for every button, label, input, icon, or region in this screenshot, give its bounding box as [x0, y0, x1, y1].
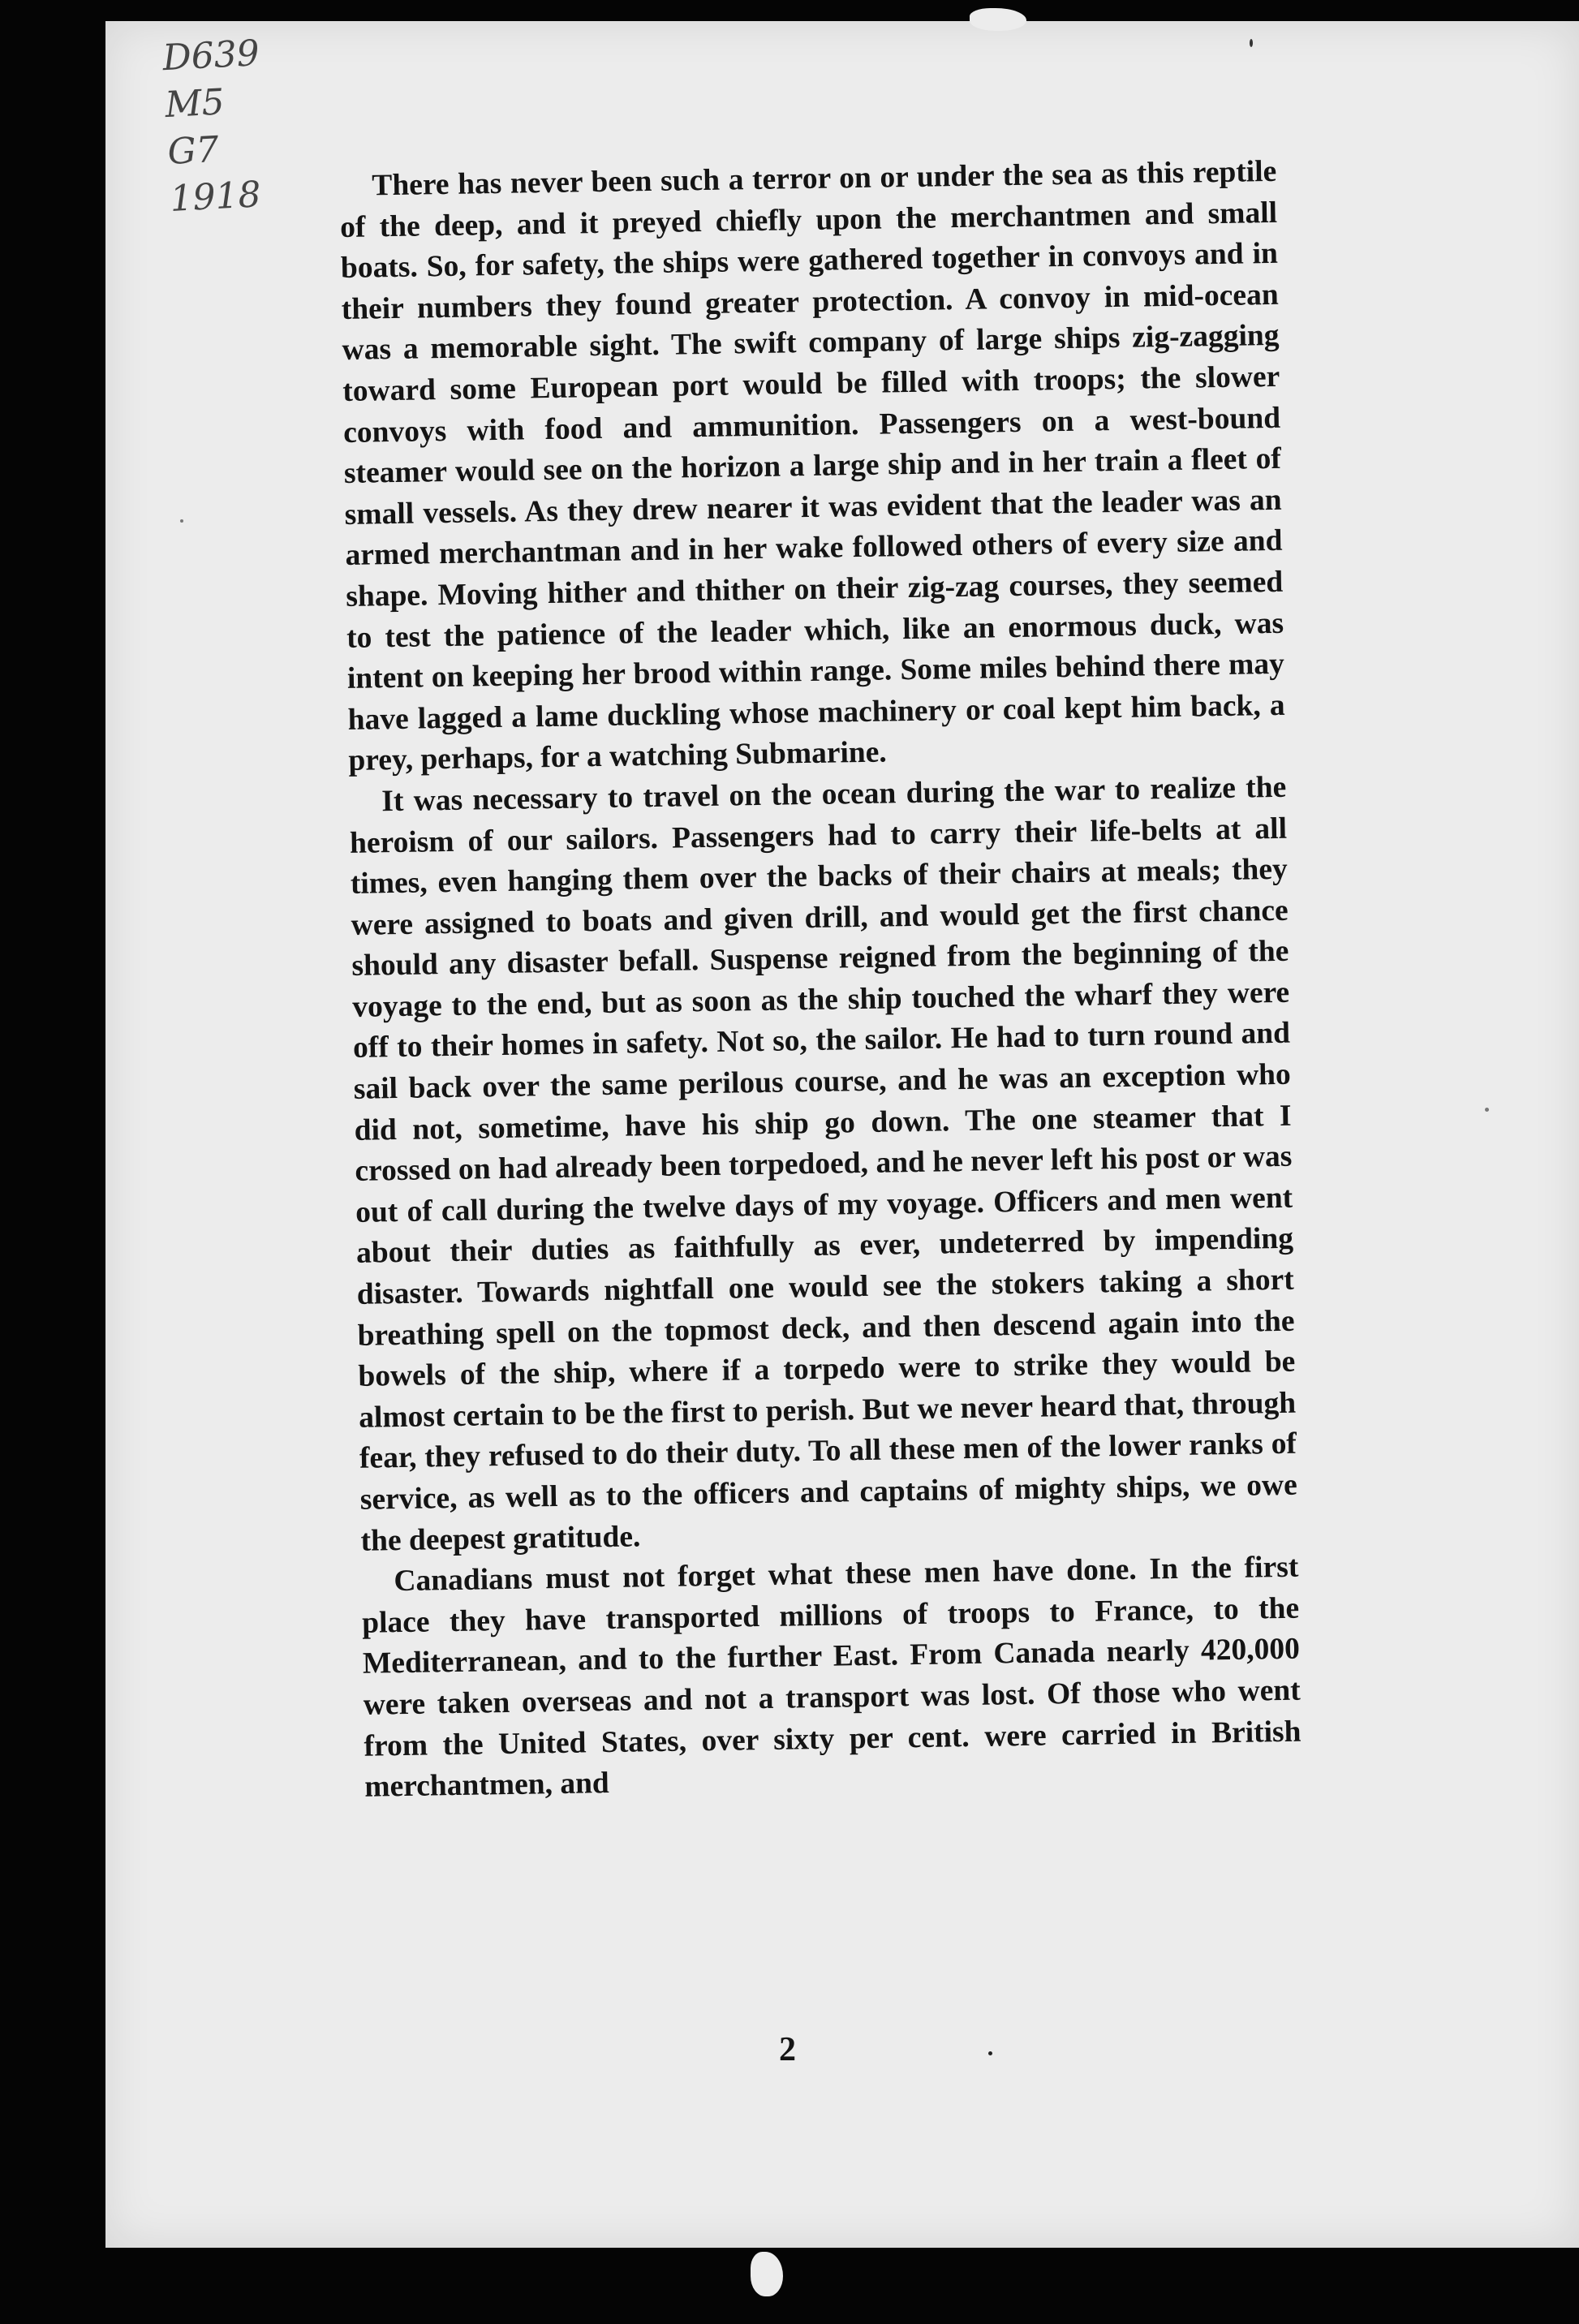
catalog-mark-year: 1918 [169, 174, 262, 220]
catalog-mark-subclass: M5 [164, 81, 226, 127]
paragraph: It was necessary to travel on the ocean during the war to realize the heroism of our sailors. Passengers had to carry their life-belts at all times, even hanging them over the backs of their chairs at meals; they were assigned to boats and given drill, and would get the first chance should any disaster befall. Suspense reigned from the beginning of the voyage to the end, but as soon as the ship touched the wharf they were off to their homes in safety. Not so, the sailor. He had to turn round and sail back over the same perilous course, and he was an exception who did not, sometime, have his ship go down. The one steamer that I crossed on had already been torpedoed, and he never left his post or was out of call during the twelve days of my voyage. Officers and men went about their duties as faithfully as ever, undeterred by impending disaster. Towards nightfall one would see the stokers taking a short breathing spell on the topmost deck, and then descend again into the bowels of the ship, where if a torpedo were to strike they would be almost certain to be the first to perish. But we never heard that, through fear, they refused to do their duty. To all these men of the lower ranks of service, as well as to the officers and captains of mighty ships, we owe the deepest gratitude. [349, 770, 1297, 1558]
dust-speck [180, 519, 183, 523]
body-text [339, 152, 1302, 1809]
scan-blemish-top [970, 8, 1026, 31]
catalog-marks [161, 30, 268, 223]
catalog-mark-cutter: G7 [166, 128, 220, 174]
page-number: 2 [779, 2031, 796, 2068]
paragraph: Canadians must not forget what these men have done. In the first place they have transported millions of troops to France, to the Mediterranean, and to the further East. From Canada nearly 420,000 were taken overseas and not a transport was lost. Of those who went from the United States, over sixty per cent. were carried in British merchantmen, and [361, 1550, 1301, 1804]
catalog-mark-class: D639 [161, 32, 260, 80]
dust-speck [988, 2051, 992, 2055]
dust-speck [1250, 39, 1253, 47]
paragraph: There has never been such a terror on or under the sea as this reptile of the deep, and it preyed chiefly upon the merchantmen and small boats. So, for safety, the ships were gathered together in convoys and in their numbers they found greater protection. A convoy in mid-ocean was a memorable sight. The swift company of large ships zig-zagging toward some European port would be filled with troops; the slower convoys with food and ammunition. Passengers on a west-bound steamer would see on the horizon a large ship and in her train a fleet of small vessels. As they drew nearer it was evident that the leader was an armed merchantman and in her wake followed others of every size and shape. Moving hither and thither on their zig-zag courses, they seemed to test the patience of the leader which, like an enormous duck, was intent on keeping her brood within range. Some miles behind there may have lagged a lame duckling whose machinery or coal kept him back, a prey, perhaps, for a watching Submarine. [339, 154, 1285, 778]
dust-speck [1485, 1108, 1489, 1112]
scan-blemish-bottom [751, 2252, 783, 2296]
